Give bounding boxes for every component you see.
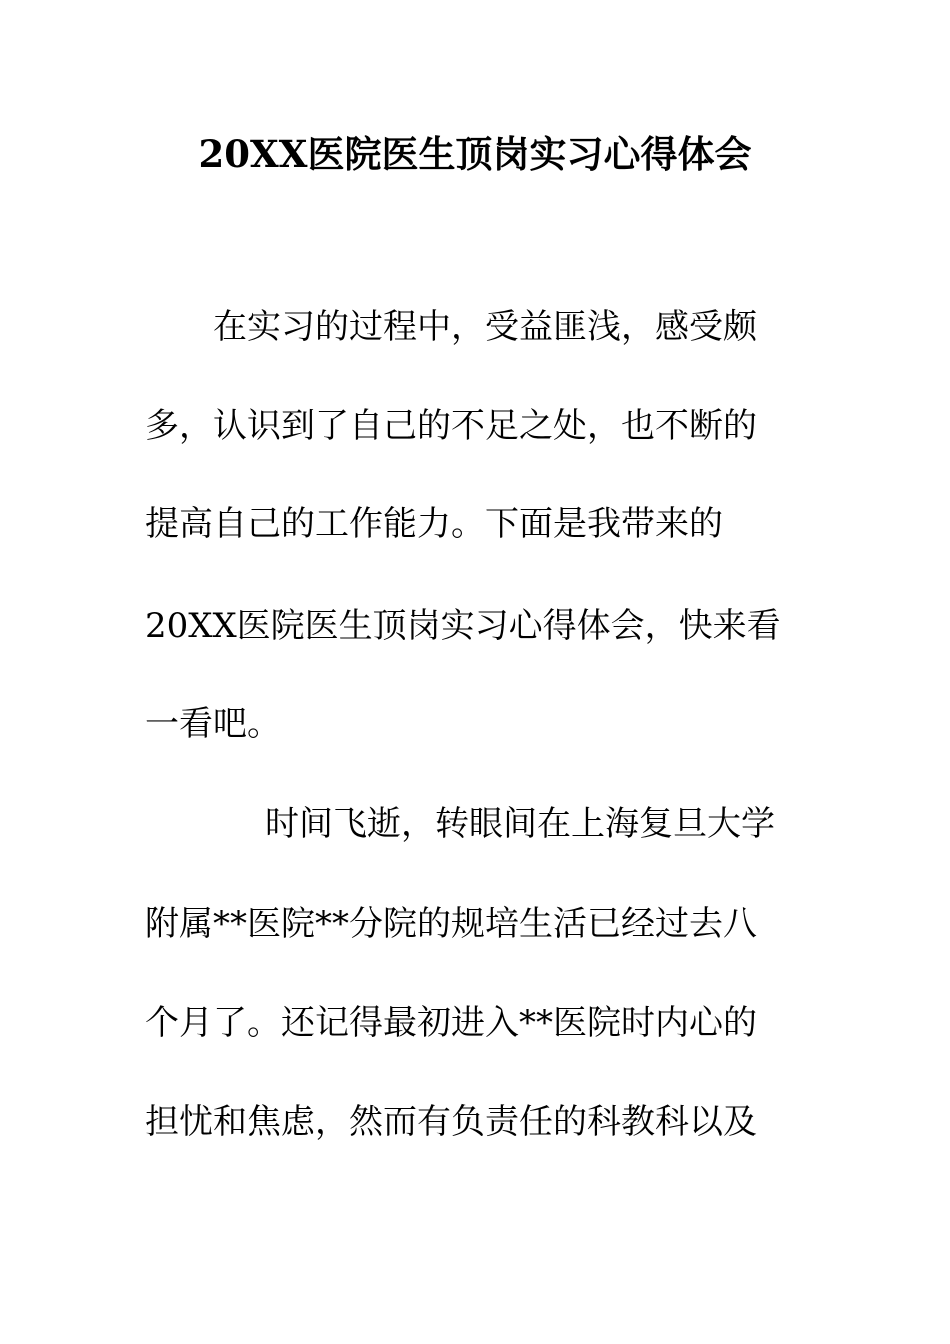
paragraph-1-line-2: 多，认识到了自己的不足之处，也不断的 (145, 406, 757, 446)
paragraph-1-line-3: 提高自己的工作能力。下面是我带来的 (145, 504, 723, 544)
paragraph-2-line-1: 时间飞逝，转眼间在上海复旦大学 (265, 804, 775, 844)
paragraph-1-line-5: 一看吧。 (145, 704, 281, 744)
paragraph-2-line-4: 担忧和焦虑，然而有负责任的科教科以及 (145, 1102, 757, 1142)
paragraph-1-line-1: 在实习的过程中，受益匪浅，感受颇 (213, 307, 757, 347)
paragraph-2-line-3: 个月了。还记得最初进入**医院时内心的 (145, 1003, 757, 1043)
paragraph-2-line-2: 附属**医院**分院的规培生活已经过去八 (145, 904, 757, 944)
paragraph-1-line-4: 20XX医院医生顶岗实习心得体会，快来看 (145, 606, 781, 646)
document-title: 20XX医院医生顶岗实习心得体会 (198, 132, 752, 176)
